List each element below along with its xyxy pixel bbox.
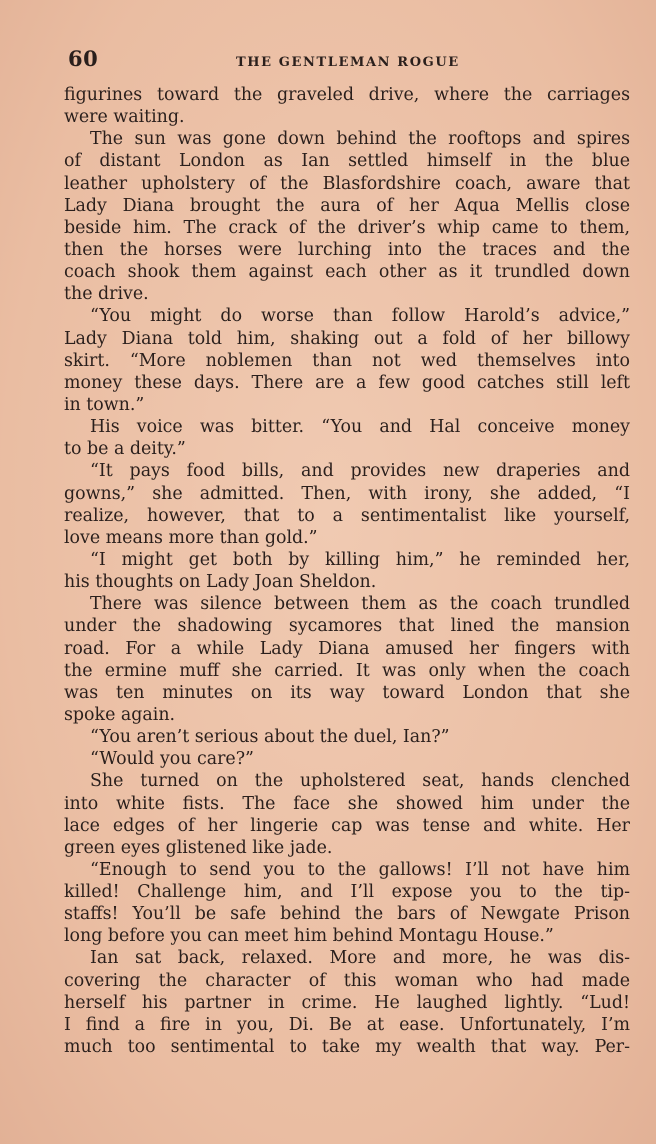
text-line: staffs! You’ll be safe behind the bars of Newgate Prison — [64, 904, 630, 925]
text-line: of distant London as Ian settled himself in the blue — [64, 151, 630, 172]
text-line: Lady Diana brought the aura of her Aqua Mellis close — [64, 195, 630, 216]
text-line: under the shadowing sycamores that lined the mansion — [64, 616, 630, 637]
text-line: gowns,” she admitted. Then, with irony, she added, “I — [64, 483, 630, 504]
text-line: beside him. The crack of the driver’s whip came to them, — [64, 217, 630, 238]
text-line: skirt. “More noblemen than not wed themselves into — [64, 350, 630, 371]
text-line: I find a fire in you, Di. Be at ease. Unfortunately, I’m — [64, 1014, 630, 1035]
text-line: She turned on the upholstered seat, hands clenched — [90, 771, 630, 792]
text-line: “It pays food bills, and provides new draperies and — [90, 461, 630, 482]
text-line: “Enough to send you to the gallows! I’ll not have him — [90, 859, 630, 880]
body-text — [64, 84, 630, 1058]
text-line: Lady Diana told him, shaking out a fold of her billowy — [64, 328, 630, 349]
page-number: 60 — [68, 46, 99, 71]
text-line: then the horses were lurching into the traces and the — [64, 239, 630, 260]
text-line: “You might do worse than follow Harold’s advice,” — [90, 306, 630, 327]
text-line: spoke again. — [64, 704, 176, 725]
text-line: covering the character of this woman who had made — [64, 970, 630, 991]
text-line: in town.” — [64, 394, 145, 415]
text-line: his thoughts on Lady Joan Sheldon. — [64, 572, 377, 593]
text-line: His voice was bitter. “You and Hal conceive money — [90, 417, 630, 438]
text-line: the drive. — [64, 284, 149, 305]
text-line: long before you can meet him behind Montagu House.” — [64, 926, 554, 947]
text-line: There was silence between them as the coach trundled — [90, 594, 630, 615]
text-line: killed! Challenge him, and I’ll expose you to the tip- — [64, 882, 630, 903]
text-line: much too sentimental to take my wealth that way. Per- — [64, 1037, 630, 1058]
text-line: to be a deity.” — [64, 439, 186, 460]
text-line: into white fists. The face she showed him under the — [64, 793, 630, 814]
text-line: Ian sat back, relaxed. More and more, he was dis- — [90, 948, 630, 969]
text-line: herself his partner in crime. He laughed lightly. “Lud! — [64, 992, 630, 1013]
text-line: “You aren’t serious about the duel, Ian?” — [90, 727, 450, 748]
text-line: leather upholstery of the Blasfordshire coach, aware that — [64, 173, 630, 194]
text-line: realize, however, that to a sentimentalist like yourself, — [64, 505, 630, 526]
text-line: road. For a while Lady Diana amused her fingers with — [64, 638, 630, 659]
running-title: THE GENTLEMAN ROGUE — [236, 55, 460, 70]
page-header — [68, 44, 634, 76]
text-line: love means more than gold.” — [64, 527, 318, 548]
text-line: green eyes glistened like jade. — [64, 837, 333, 858]
text-line: were waiting. — [64, 107, 185, 128]
text-line: The sun was gone down behind the rooftops and spires — [90, 129, 630, 150]
text-line: coach shook them against each other as it trundled down — [64, 262, 630, 283]
text-line: lace edges of her lingerie cap was tense and white. Her — [64, 815, 630, 836]
text-line: “I might get both by killing him,” he reminded her, — [90, 549, 630, 570]
text-line: figurines toward the graveled drive, where the carriages — [64, 85, 630, 105]
text-line: the ermine muff she carried. It was only when the coach — [64, 660, 630, 681]
text-line: money these days. There are a few good catches still left — [64, 372, 630, 393]
text-line: “Would you care?” — [90, 749, 254, 770]
text-line: was ten minutes on its way toward London that she — [64, 682, 630, 703]
